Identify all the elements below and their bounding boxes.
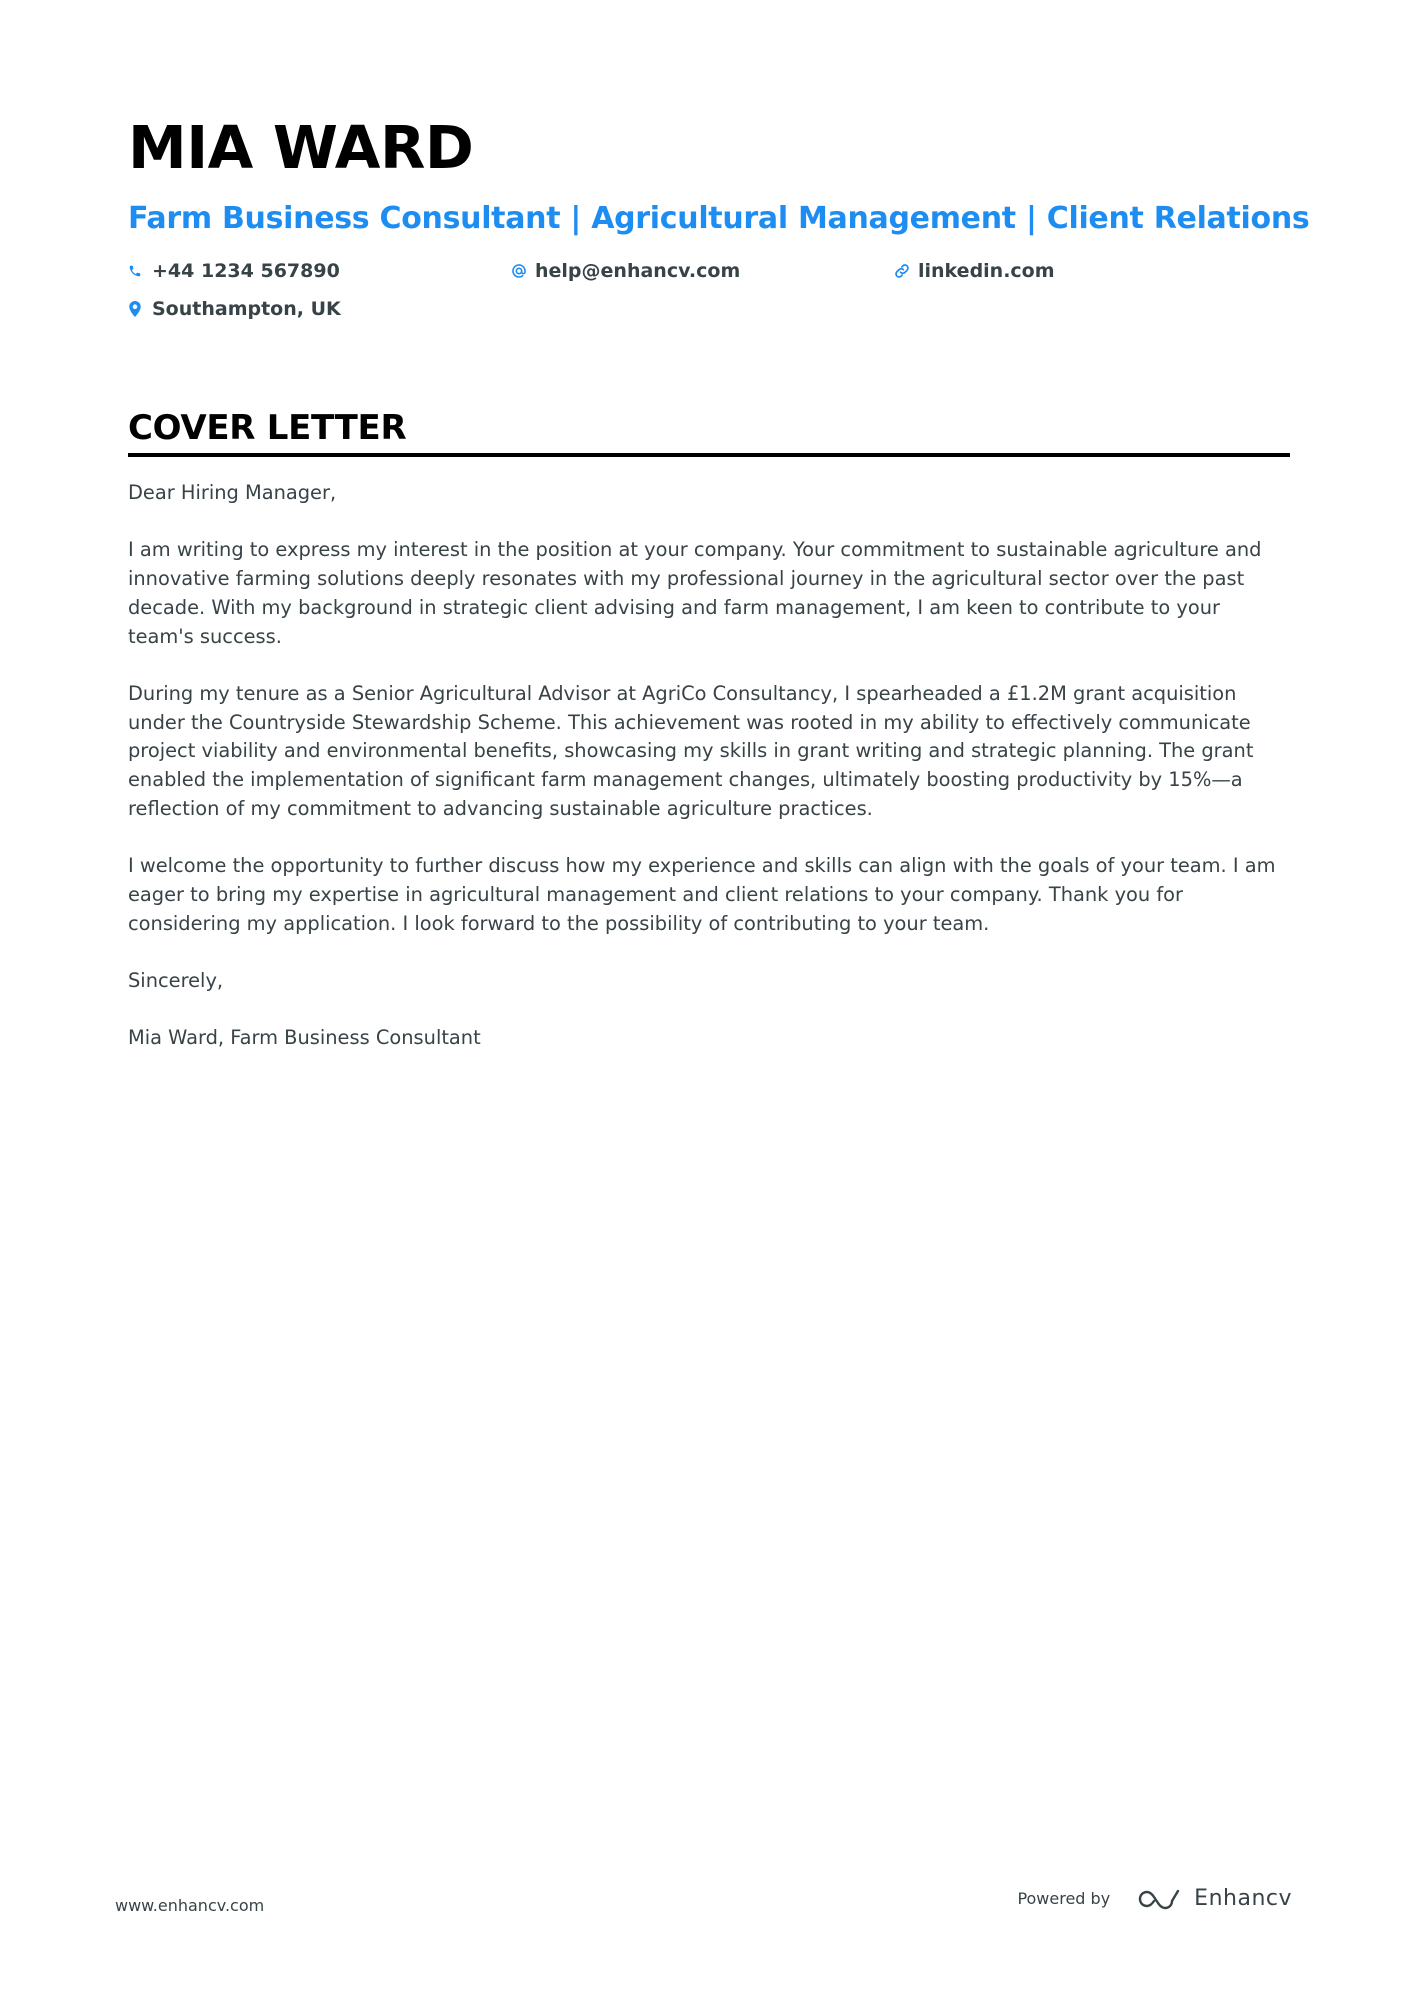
contact-location [128,290,511,328]
footer-branding [1017,1886,1292,1911]
letter-paragraph: I am writing to express my interest in the position at your company. Your commitment to sustainable agriculture and innovative farming solutions deeply resonates with my professional journey in the agricultural sector over the past decade. With my background in strategic client advising and farm management, I am keen to contribute to your team's success. [128,538,1262,648]
footer-website[interactable]: www.enhancv.com [115,1896,265,1915]
letter-signature: Mia Ward, Farm Business Consultant [128,1026,481,1050]
section-title-cover-letter: COVER LETTER [128,407,1290,457]
phone-number[interactable]: +44 1234 567890 [152,260,340,282]
location-text: Southampton, UK [152,298,341,320]
powered-by-label: Powered by [1017,1889,1111,1908]
phone-icon [128,260,150,282]
contact-email [511,252,894,290]
at-icon [511,260,533,282]
email-address[interactable]: help@enhancv.com [535,260,741,282]
contact-phone [128,252,511,290]
letter-paragraph: During my tenure as a Senior Agricultural Advisor at AgriCo Consultancy, I spearheaded a £1.2M grant acquisition under the Countryside Stewardship Scheme. This achievement was rooted in my ability to effectively communicate project viability and environmental benefits, showcasing my skills in grant writing and strategic planning. The grant enabled the implementation of significant farm management changes, ultimately boosting productivity by 15%—a reflection of my commitment to advancing sustainable agriculture practices. [128,681,1254,820]
contact-list [128,252,1290,328]
letter-body [128,479,1290,1053]
letter-paragraph: I welcome the opportunity to further discuss how my experience and skills can align with the goals of your team. I am eager to bring my expertise in agricultural management and client relations to your company. Thank you for considering my application. I look forward to the possibility of contributing to your team. [128,854,1276,935]
location-pin-icon [128,298,150,320]
letter-greeting: Dear Hiring Manager, [128,481,337,504]
enhancv-logo-icon [1136,1887,1182,1911]
contact-linkedin [894,252,1277,290]
enhancv-brand-name: Enhancv [1194,1886,1292,1911]
letter-closing: Sincerely, [128,968,224,992]
linkedin-link[interactable]: linkedin.com [918,260,1055,282]
link-icon [894,260,916,282]
candidate-name: MIA WARD [128,113,474,182]
candidate-title: Farm Business Consultant | Agricultural Management | Client Relations [128,201,1310,236]
resume-page [128,108,1310,1082]
